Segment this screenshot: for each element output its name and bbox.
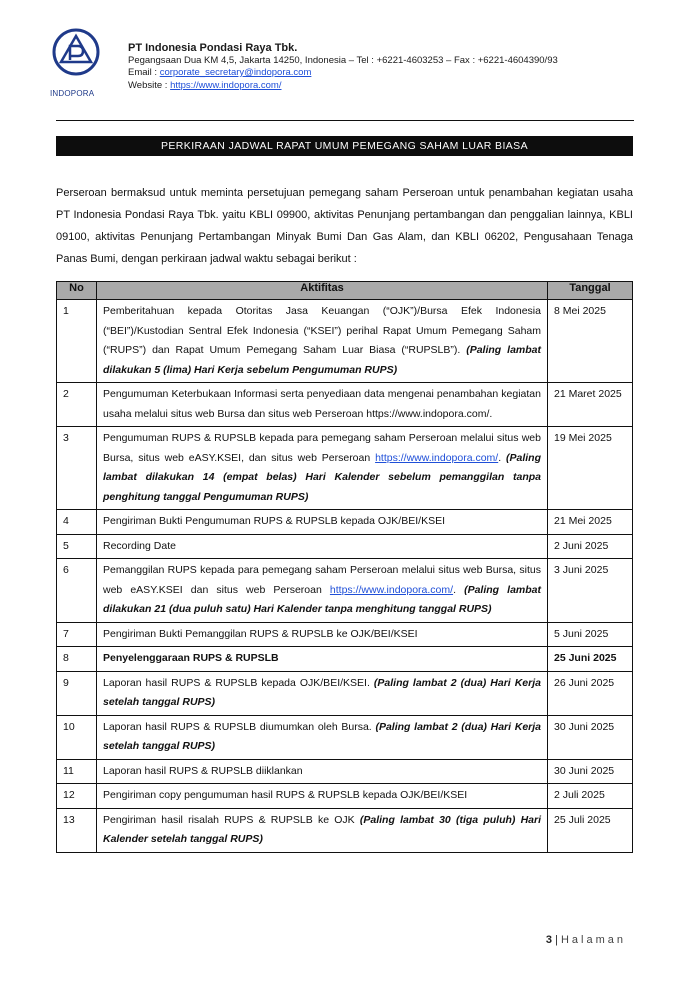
table-row xyxy=(57,808,633,852)
table-row xyxy=(57,559,633,623)
row-activity xyxy=(97,808,548,852)
activity-text: Pengumuman Keterbukaan Informasi serta penyediaan data mengenai penambahan kegiatan usaha melalui situs web Bursa dan situs web Perseroan https://www.indopora.com/. xyxy=(103,388,541,420)
company-name: PT Indonesia Pondasi Raya Tbk. xyxy=(128,42,298,54)
website-label: Website : xyxy=(128,79,168,91)
row-date: 25 Juni 2025 xyxy=(548,647,633,672)
row-date: 30 Juni 2025 xyxy=(548,759,633,784)
email-label: Email : xyxy=(128,67,158,78)
activity-text: Pemanggilan RUPS kepada para pemegang saham Perseroan melalui situs web Bursa, situs web eASY.KSEI dan situs web Perseroan xyxy=(103,564,541,596)
row-number: 4 xyxy=(57,510,97,535)
row-number: 8 xyxy=(57,647,97,672)
row-activity xyxy=(97,759,548,784)
page-word: Halaman xyxy=(560,934,626,946)
company-address: Pegangsaan Dua KM 4,5, Jakarta 14250, Indonesia – Tel : +6221-4603253 – Fax : +6221-4604390/93 xyxy=(128,54,558,66)
activity-text: Laporan hasil RUPS & RUPSLB kepada OJK/BEI/KSEI. xyxy=(103,676,370,689)
row-number: 7 xyxy=(57,622,97,647)
row-activity xyxy=(97,510,548,535)
email-link[interactable]: corporate_secretary@indopora.com xyxy=(159,67,312,78)
header-activity: Aktifitas xyxy=(97,282,548,300)
row-number: 12 xyxy=(57,784,97,809)
activity-text: Recording Date xyxy=(103,539,176,552)
indopora-logo-icon xyxy=(52,28,100,76)
activity-text: Pengiriman copy pengumuman hasil RUPS & RUPSLB kepada OJK/BEI/KSEI xyxy=(103,789,468,801)
company-header xyxy=(128,42,558,92)
activity-text: Penyelenggaraan RUPS & RUPSLB xyxy=(103,652,279,664)
row-activity: Pemanggilan RUPS kepada para pemegang saham Perseroan melalui situs web Bursa, situs web eASY.KSEI dan situs web Perseroan https://www.indopora.com/. (Paling lambat dilakukan 21 (dua puluh satu) Hari Kalender tanpa menghitung tanggal RUPS) xyxy=(97,559,548,623)
schedule-rows xyxy=(57,300,633,853)
row-activity xyxy=(97,647,548,672)
page-footer xyxy=(546,934,626,946)
website-link[interactable]: https://www.indopora.com/ xyxy=(375,451,499,464)
deadline-note: (Paling lambat dilakukan 21 (dua puluh satu) Hari Kalender tanpa menghitung tanggal RUPS) xyxy=(103,583,542,615)
website-link[interactable]: https://www.indopora.com/ xyxy=(170,79,282,91)
row-number: 13 xyxy=(57,808,97,852)
table-row xyxy=(57,671,633,715)
row-activity xyxy=(97,383,548,427)
row-number: 9 xyxy=(57,671,97,715)
row-number: 2 xyxy=(57,383,97,427)
activity-text: Pemberitahuan kepada Otoritas Jasa Keuangan (“OJK”)/Bursa Efek Indonesia (“BEI”)/Kustodian Sentral Efek Indonesia (“KSEI”) perihal Rapat Umum Pemegang Saham (“RUPS”) dan Rapat Umum Pemegang Saham Luar Biasa (“RUPSLB”). xyxy=(103,305,541,356)
table-row xyxy=(57,534,633,559)
row-number: 11 xyxy=(57,759,97,784)
deadline-note: (Paling lambat 2 (dua) Hari Kerja setelah tanggal RUPS) xyxy=(103,720,542,752)
table-row xyxy=(57,715,633,759)
section-title-banner: PERKIRAAN JADWAL RAPAT UMUM PEMEGANG SAHAM LUAR BIASA xyxy=(56,136,633,156)
activity-text: Pengiriman hasil risalah RUPS & RUPSLB ke OJK xyxy=(103,813,355,826)
row-date: 19 Mei 2025 xyxy=(548,427,633,510)
activity-text: Pengiriman Bukti Pengumuman RUPS & RUPSLB kepada OJK/BEI/KSEI xyxy=(103,515,445,527)
row-number: 10 xyxy=(57,715,97,759)
row-activity xyxy=(97,671,548,715)
row-date: 8 Mei 2025 xyxy=(548,300,633,383)
row-activity xyxy=(97,622,548,647)
deadline-note: (Paling lambat 2 (dua) Hari Kerja setelah tanggal RUPS) xyxy=(103,676,541,708)
row-number: 3 xyxy=(57,427,97,510)
page-number: 3 xyxy=(545,934,552,946)
website-line xyxy=(128,80,558,93)
logo-caption: INDOPORA xyxy=(50,89,95,98)
row-date: 2 Juli 2025 xyxy=(548,784,633,809)
table-row xyxy=(57,622,633,647)
row-activity xyxy=(97,715,548,759)
row-number: 5 xyxy=(57,534,97,559)
table-header-row xyxy=(57,282,633,300)
schedule-table xyxy=(56,281,633,853)
footer-separator: | xyxy=(555,934,558,946)
activity-text: Pengumuman RUPS & RUPSLB kepada para pemegang saham Perseroan melalui situs web Bursa, situs web eASY.KSEI, dan situs web Perseroan xyxy=(103,432,541,464)
activity-text: Pengiriman Bukti Pemanggilan RUPS & RUPSLB ke OJK/BEI/KSEI xyxy=(103,627,418,640)
row-date: 30 Juni 2025 xyxy=(548,715,633,759)
table-row xyxy=(57,510,633,535)
row-activity xyxy=(97,300,548,383)
row-activity: Pengumuman RUPS & RUPSLB kepada para pemegang saham Perseroan melalui situs web Bursa, situs web eASY.KSEI, dan situs web Perseroan https://www.indopora.com/. (Paling lambat dilakukan 14 (empat belas) Hari Kalender sebelum pemanggilan tanpa penghitung tanggal Pengumuman RUPS) xyxy=(97,427,548,510)
row-date: 2 Juni 2025 xyxy=(548,534,633,559)
header-no: No xyxy=(57,282,97,300)
row-date: 21 Mei 2025 xyxy=(548,510,633,535)
deadline-note: (Paling lambat 30 (tiga puluh) Hari Kalender setelah tanggal RUPS) xyxy=(103,813,542,845)
table-row xyxy=(57,427,633,510)
table-row xyxy=(57,759,633,784)
activity-text: Laporan hasil RUPS & RUPSLB diiklankan xyxy=(103,764,303,777)
website-link[interactable]: https://www.indopora.com/ xyxy=(329,583,454,596)
table-row xyxy=(57,383,633,427)
row-activity xyxy=(97,784,548,809)
row-number: 6 xyxy=(57,559,97,623)
row-date: 21 Maret 2025 xyxy=(548,383,633,427)
row-date: 5 Juni 2025 xyxy=(548,622,633,647)
deadline-note: (Paling lambat dilakukan 14 (empat belas) Hari Kalender sebelum pemanggilan tanpa penghitung tanggal Pengumuman RUPS) xyxy=(103,451,542,503)
row-date: 26 Juni 2025 xyxy=(548,671,633,715)
row-date: 25 Juli 2025 xyxy=(548,808,633,852)
table-row xyxy=(57,300,633,383)
header-divider xyxy=(56,120,634,121)
row-activity xyxy=(97,534,548,559)
email-line xyxy=(128,67,558,80)
deadline-note: (Paling lambat dilakukan 5 (lima) Hari Kerja sebelum Pengumuman RUPS) xyxy=(103,344,541,376)
row-date: 3 Juni 2025 xyxy=(548,559,633,623)
row-number: 1 xyxy=(57,300,97,383)
intro-paragraph: Perseroan bermaksud untuk meminta persetujuan pemegang saham Perseroan untuk penambahan kegiatan usaha PT Indonesia Pondasi Raya Tbk. yaitu KBLI 09900, aktivitas Penunjang pertambangan dan penggalian lainnya, KBLI 09100, aktivitas Penunjang Pertambangan Minyak Bumi Dan Gas Alam, dan KBLI 06202, Pengusahaan Tenaga Panas Bumi, dengan perkiraan jadwal waktu sebagai berikut : xyxy=(56,187,633,265)
activity-text: Laporan hasil RUPS & RUPSLB diumumkan oleh Bursa. xyxy=(103,720,372,733)
table-row xyxy=(57,784,633,809)
header-date: Tanggal xyxy=(548,282,633,300)
table-row xyxy=(57,647,633,672)
